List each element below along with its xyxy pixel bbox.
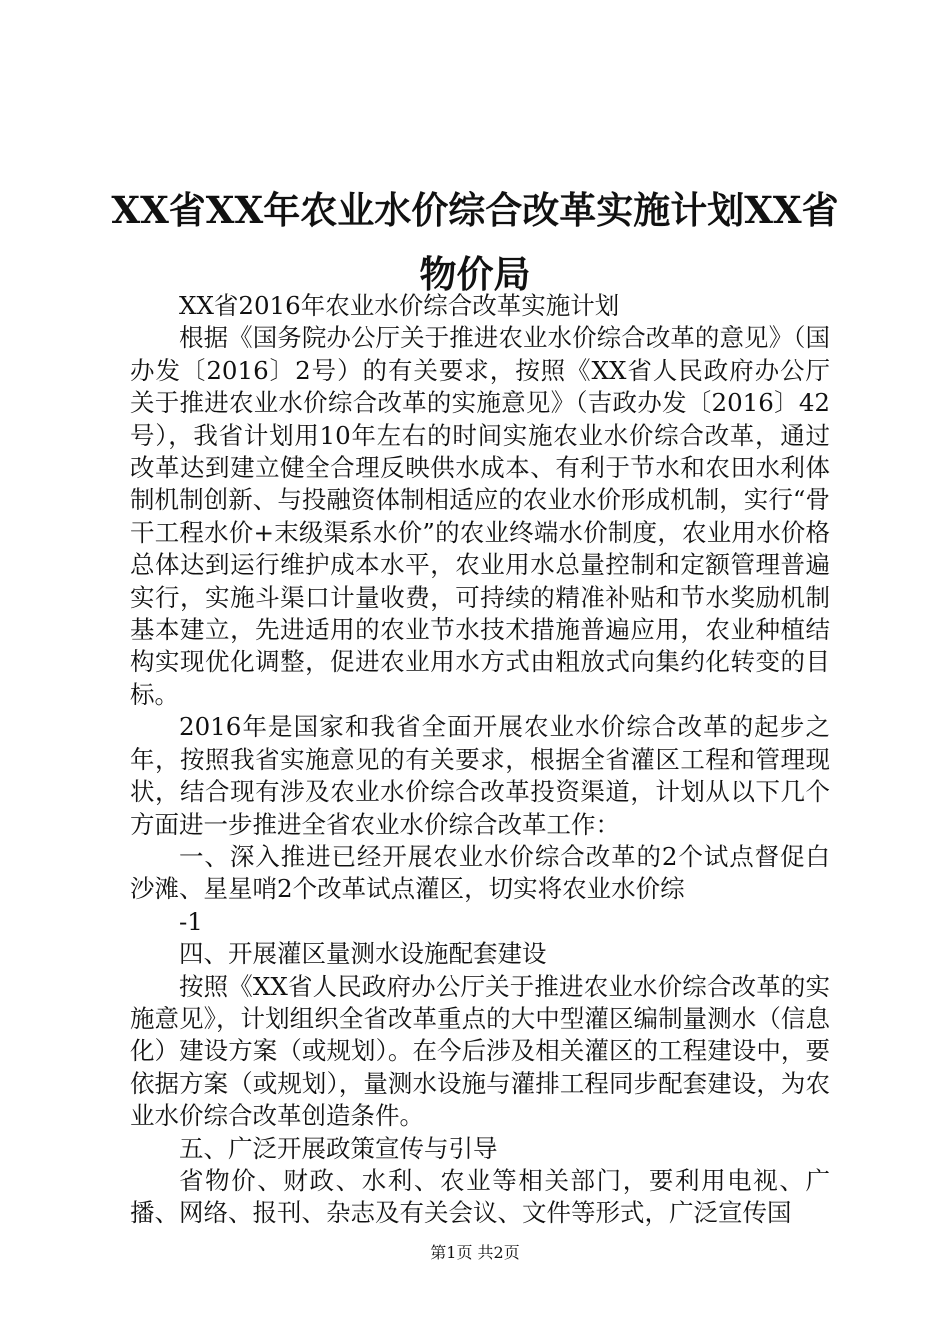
body-paragraph: 根据《国务院办公厅关于推进农业水价综合改革的意见》（国办发〔2016〕2号）的有关要求，按照《XX省人民政府办公厅关于推进农业水价综合改革的实施意见》（吉政办发〔2016〕42号），我省计划用10年左右的时间实施农业水价综合改革，通过改革达到建立健全合理反映供水成本、有利于节水和农田水利体制机制创新、与投融资体制相适应的农业水价形成机制，实行“骨干工程水价+末级渠系水价”的农业终端水价制度，农业用水价格总体达到运行维护成本水平，农业用水总量控制和定额管理普遍实行，实施斗渠口计量收费，可持续的精准补贴和节水奖励机制基本建立，先进适用的农业节水技术措施普遍应用，农业种植结构实现优化调整，促进农业用水方式由粗放式向集约化转变的目标。 xyxy=(130,323,830,709)
body-paragraph: 省物价、财政、水利、农业等相关部门，要利用电视、广播、网络、报刊、杂志及有关会议、文件等形式，广泛宣传国 xyxy=(130,1165,830,1228)
body-paragraph: 2016年是国家和我省全面开展农业水价综合改革的起步之年，按照我省实施意见的有关要求，根据全省灌区工程和管理现状，结合现有涉及农业水价综合改革投资渠道，计划从以下几个方面进一步推进全省农业水价综合改革工作： xyxy=(130,712,830,839)
body-paragraph: 按照《XX省人民政府办公厅关于推进农业水价综合改革的实施意见》，计划组织全省改革重点的大中型灌区编制量测水（信息化）建设方案（或规划）。在今后涉及相关灌区的工程建设中，要依据方案（或规划），量测水设施与灌排工程同步配套建设，为农业水价综合改革创造条件。 xyxy=(130,971,830,1131)
section-heading: 四、开展灌区量测水设施配套建设 xyxy=(179,939,547,969)
subtitle-paragraph: XX省2016年农业水价综合改革实施计划 xyxy=(179,291,620,320)
page-marker: -1 xyxy=(179,906,203,936)
page-footer: 第1页 共2页 xyxy=(430,1243,520,1262)
body-paragraph: 一、深入推进已经开展农业水价综合改革的2个试点督促白沙滩、星星哨2个改革试点灌区，切实将农业水价综 xyxy=(130,841,830,904)
section-heading: 五、广泛开展政策宣传与引导 xyxy=(179,1133,498,1163)
document-body xyxy=(130,290,830,1230)
document-title: XX省XX年农业水价综合改革实施计划XX省物价局 xyxy=(111,188,839,296)
